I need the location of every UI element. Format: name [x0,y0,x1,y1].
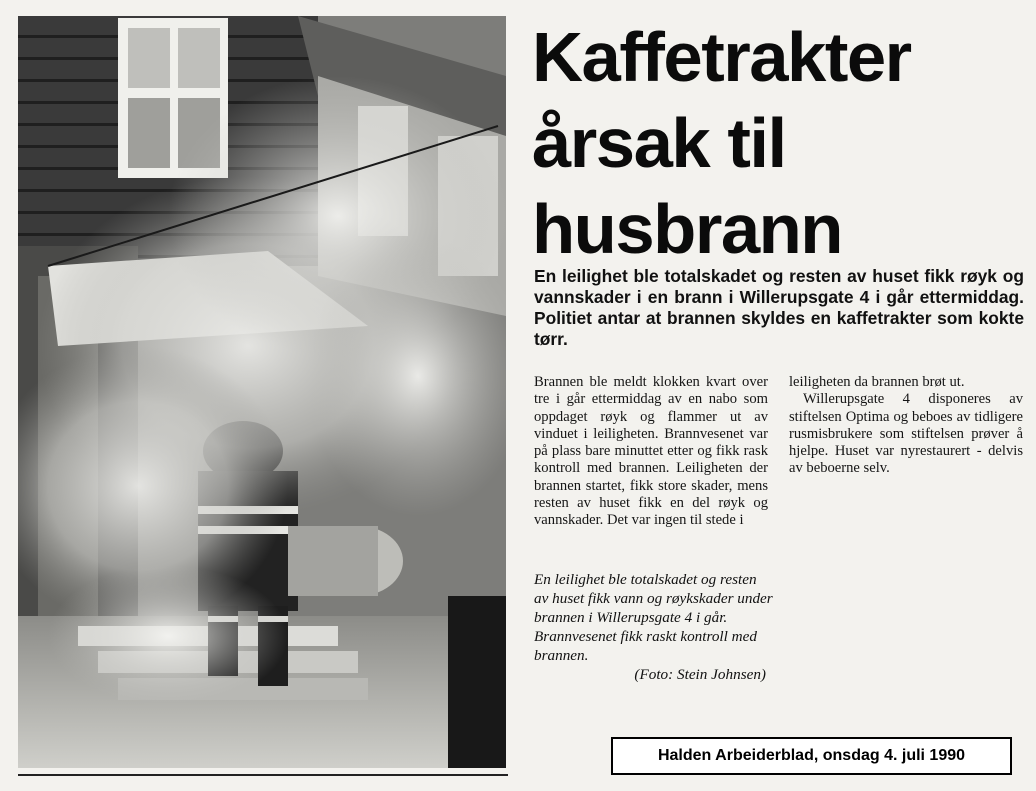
fire-photo-illustration [18,16,506,768]
headline-line-2: årsak til [532,104,786,182]
photo-caption-text: En leilighet ble totalskadet og resten av huset fikk vann og røykskader under brannen i Willerupsgate 4 i går. Brannvesenet fikk raskt kontroll med brannen. [534,571,773,664]
source-text: Halden Arbeiderblad, onsdag 4. juli 1990 [657,747,966,764]
article-text-col2-p2: Willerupsgate 4 disponeres av stiftelsen Optima og beboes av tidligere rusmisbrukere som stiftelsen prøver å hjelpe. Huset var nyrestaurert - delvis av beboerne selv. [789,391,1023,477]
headline-line-1: Kaffetrakter [532,18,911,96]
article-column-2 [789,374,1023,478]
photo-credit: (Foto: Stein Johnsen) [634,666,766,683]
photo-caption [534,570,774,684]
article-text-col1: Brannen ble meldt klokken kvart over tre i går ettermiddag av en nabo som oppdaget røyk og flammer ut av vinduet i leiligheten. Brannvesenet var på plass bare minuttet etter og fikk rask kontroll med brannen. Leiligheten der brannen startet, fikk store skader, mens resten av huset fikk en del røyk og vannskader. Det var ingen til stede i [534,374,768,529]
source-label [611,737,1012,775]
headline [532,14,1032,272]
bottom-rule [18,774,508,776]
article-column-1 [534,374,768,530]
article-text-col2-p1: leiligheten da brannen brøt ut. [789,374,965,390]
lede-paragraph: En leilighet ble totalskadet og resten av huset fikk røyk og vannskader i en brann i Willerupsgate 4 i går ettermiddag. Politiet antar at brannen skyldes en kaffetrakter som kokte tørr. [534,266,1024,349]
fire-photo [18,16,506,768]
headline-line-3: husbrann [532,190,842,268]
